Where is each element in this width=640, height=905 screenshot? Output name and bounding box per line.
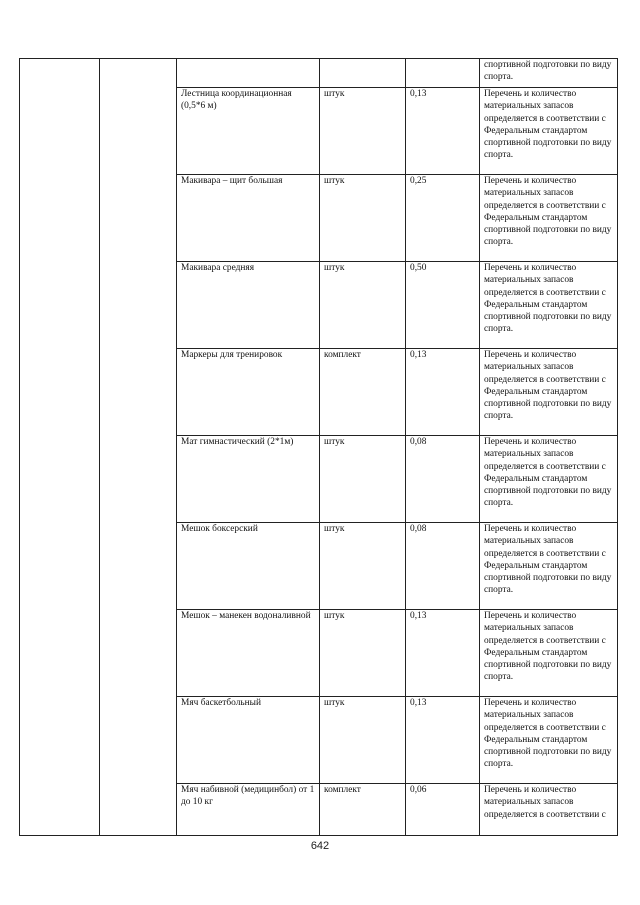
note-cell: Перечень и количество материальных запасов определяется в соответствии с bbox=[480, 784, 618, 836]
note-cell: Перечень и количество материальных запасов определяется в соответствии с Федеральным стандартом спортивной подготовки по виду спорта. bbox=[480, 262, 618, 349]
unit-cell: штук bbox=[320, 610, 406, 697]
note-cell: спортивной подготовки по виду спорта. bbox=[480, 59, 618, 88]
page-number: 642 bbox=[310, 840, 330, 852]
item-name-cell: Лестница координационная (0,5*6 м) bbox=[177, 88, 320, 175]
table-row-continued bbox=[20, 59, 618, 88]
item-name-cell: Макивара – щит большая bbox=[177, 175, 320, 262]
note-cell: Перечень и количество материальных запасов определяется в соответствии с Федеральным стандартом спортивной подготовки по виду спорта. bbox=[480, 88, 618, 175]
quantity-cell: 0,08 bbox=[406, 436, 480, 523]
second-empty-column bbox=[100, 59, 177, 836]
note-cell: Перечень и количество материальных запасов определяется в соответствии с Федеральным стандартом спортивной подготовки по виду спорта. bbox=[480, 697, 618, 784]
unit-cell: штук bbox=[320, 262, 406, 349]
note-cell: Перечень и количество материальных запасов определяется в соответствии с Федеральным стандартом спортивной подготовки по виду спорта. bbox=[480, 610, 618, 697]
equipment-table bbox=[19, 58, 618, 836]
quantity-cell: 0,13 bbox=[406, 349, 480, 436]
quantity-cell: 0,06 bbox=[406, 784, 480, 836]
unit-cell: штук bbox=[320, 88, 406, 175]
quantity-cell bbox=[406, 59, 480, 88]
unit-cell: штук bbox=[320, 436, 406, 523]
note-cell: Перечень и количество материальных запасов определяется в соответствии с Федеральным стандартом спортивной подготовки по виду спорта. bbox=[480, 436, 618, 523]
quantity-cell: 0,08 bbox=[406, 523, 480, 610]
unit-cell: штук bbox=[320, 697, 406, 784]
unit-cell bbox=[320, 59, 406, 88]
left-empty-column bbox=[20, 59, 100, 836]
quantity-cell: 0,13 bbox=[406, 697, 480, 784]
quantity-cell: 0,50 bbox=[406, 262, 480, 349]
unit-cell: комплект bbox=[320, 349, 406, 436]
note-cell: Перечень и количество материальных запасов определяется в соответствии с Федеральным стандартом спортивной подготовки по виду спорта. bbox=[480, 523, 618, 610]
item-name-cell: Маркеры для тренировок bbox=[177, 349, 320, 436]
quantity-cell: 0,25 bbox=[406, 175, 480, 262]
quantity-cell: 0,13 bbox=[406, 88, 480, 175]
unit-cell: комплект bbox=[320, 784, 406, 836]
quantity-cell: 0,13 bbox=[406, 610, 480, 697]
item-name-cell: Макивара средняя bbox=[177, 262, 320, 349]
item-name-cell: Мешок боксерский bbox=[177, 523, 320, 610]
unit-cell: штук bbox=[320, 523, 406, 610]
unit-cell: штук bbox=[320, 175, 406, 262]
item-name-cell: Мяч набивной (медицинбол) от 1 до 10 кг bbox=[177, 784, 320, 836]
item-name-cell: Мат гимнастический (2*1м) bbox=[177, 436, 320, 523]
item-name-cell bbox=[177, 59, 320, 88]
note-cell: Перечень и количество материальных запасов определяется в соответствии с Федеральным стандартом спортивной подготовки по виду спорта. bbox=[480, 175, 618, 262]
item-name-cell: Мяч баскетбольный bbox=[177, 697, 320, 784]
item-name-cell: Мешок – манекен водоналивной bbox=[177, 610, 320, 697]
note-cell: Перечень и количество материальных запасов определяется в соответствии с Федеральным стандартом спортивной подготовки по виду спорта. bbox=[480, 349, 618, 436]
